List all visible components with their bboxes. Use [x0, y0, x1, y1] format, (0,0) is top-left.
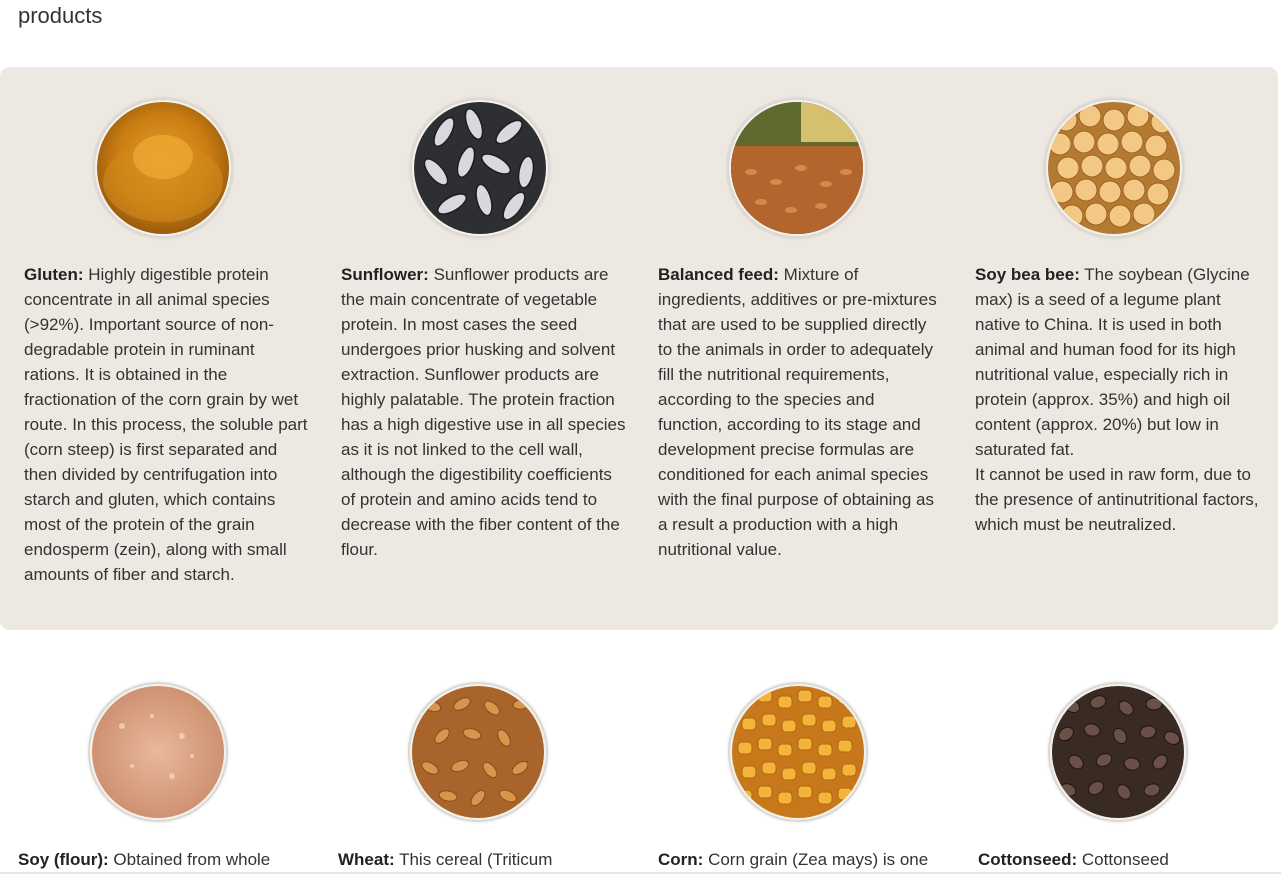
sunflower-text: Sunflower products are the main concentrate of vegetable protein. In most cases the seed undergoes prior husking and solvent extraction. Sunflower products are highly palatable. The protein fraction has a high digestive use in all species as it is not linked to the cell wall, although the digestibility coefficients of protein and amino acids tend to decrease with the fiber content of the flour. — [341, 265, 626, 559]
gluten-name: Gluten: — [24, 265, 84, 284]
wheat-text: This cereal (Triticum — [399, 850, 553, 869]
soybean-description — [975, 262, 1260, 537]
corn-name: Corn: — [658, 850, 704, 869]
wheat-description — [338, 847, 623, 872]
soybean-text-2: It cannot be used in raw form, due to the presence of antinutritional factors, which must be neutralized. — [975, 465, 1259, 534]
cottonseed-text: Cottonseed — [1081, 850, 1169, 869]
page-title: products — [18, 3, 103, 28]
balanced-feed-image — [729, 100, 865, 236]
cottonseed-image — [1050, 684, 1186, 820]
balanced-feed-description — [658, 262, 943, 562]
cottonseed-name: Cottonseed: — [978, 850, 1078, 869]
soybean-text: The soybean (Glycine max) is a seed of a legume plant native to China. It is used in both animal and human food for its high nutritional value, especially rich in protein (approx. 35%) and high oil content (approx. 20%) but low in saturated fat. — [975, 265, 1250, 459]
wheat-name: Wheat: — [338, 850, 395, 869]
sunflower-description — [341, 262, 626, 562]
balanced-feed-text: Mixture of ingredients, additives or pre-mixtures that are used to be supplied directly to the animals in order to adequately fill the nutritional requirements, according to the species and function, according to its stage and development precise formulas are conditioned for each animal species with the final purpose of obtaining as a result a production with a high nutritional value. — [658, 265, 937, 559]
soy-flour-name: Soy (flour): — [18, 850, 109, 869]
cottonseed-description — [978, 847, 1263, 872]
corn-text: Corn grain (Zea mays) is one — [708, 850, 929, 869]
soybean-image — [1046, 100, 1182, 236]
wheat-image — [410, 684, 546, 820]
gluten-description — [24, 262, 309, 587]
gluten-image — [95, 100, 231, 236]
soybean-name: Soy bea bee: — [975, 265, 1080, 284]
soy-flour-image — [90, 684, 226, 820]
gluten-text: Highly digestible protein concentrate in all animal species (>92%). Important source of non-degradable protein in ruminant rations. It is obtained in the fractionation of the corn grain by wet route. In this process, the soluble part (corn steep) is first separated and then divided by centrifugation into starch and gluten, which contains most of the protein of the grain endosperm (zein), along with small amounts of fiber and starch. — [24, 265, 308, 584]
soy-flour-description — [18, 847, 303, 872]
sunflower-name: Sunflower: — [341, 265, 429, 284]
corn-image — [730, 684, 866, 820]
sunflower-image — [412, 100, 548, 236]
corn-description — [658, 847, 943, 872]
balanced-feed-name: Balanced feed: — [658, 265, 779, 284]
soy-flour-text: Obtained from whole — [113, 850, 271, 869]
